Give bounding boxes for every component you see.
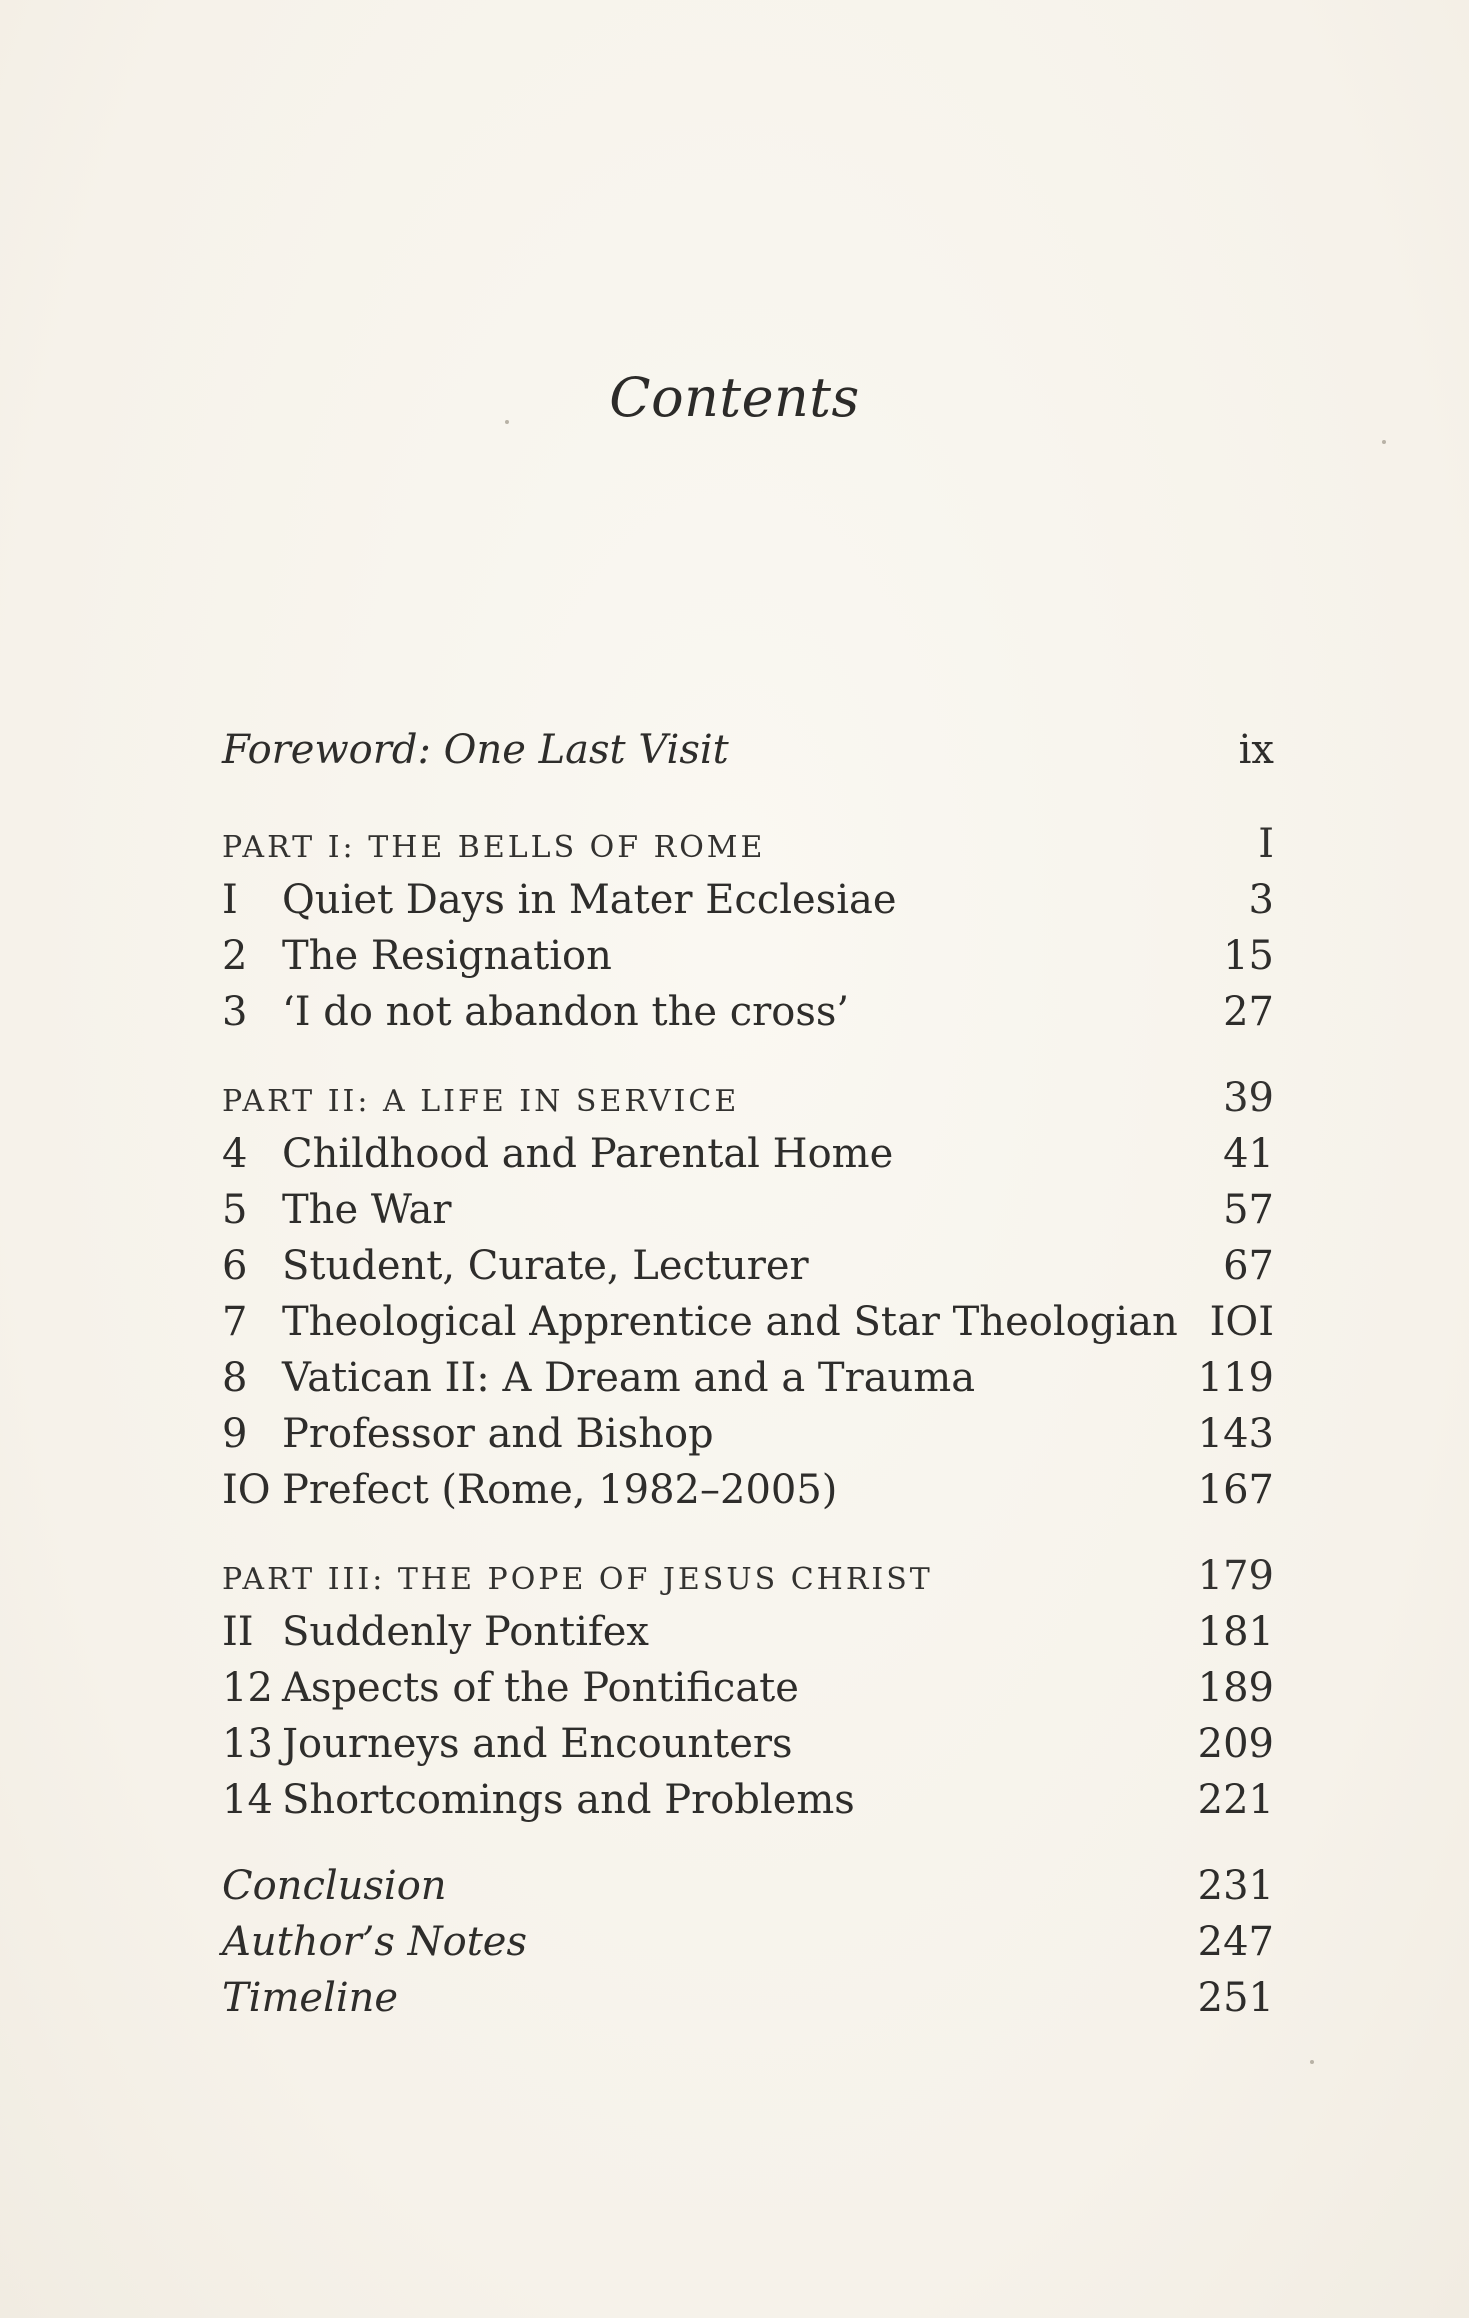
toc-entry-chapter[interactable] — [222, 1406, 1274, 1462]
toc-entry-foreword[interactable] — [222, 722, 1274, 778]
page-speck — [1310, 2060, 1314, 2064]
chapter-title: Vatican II: A Dream and a Trauma — [282, 1355, 976, 1401]
chapter-page: 143 — [1197, 1411, 1274, 1457]
toc-entry-back-matter[interactable] — [222, 1970, 1274, 2026]
foreword-page: ix — [1238, 727, 1274, 773]
chapter-title: ‘I do not abandon the cross’ — [282, 989, 850, 1035]
back-matter-page: 231 — [1197, 1863, 1274, 1909]
toc-entry-chapter[interactable] — [222, 1462, 1274, 1518]
page-speck — [1382, 440, 1386, 444]
page-title: Contents — [609, 366, 860, 429]
chapter-page: 119 — [1197, 1355, 1274, 1401]
toc-entry-chapter[interactable] — [222, 984, 1274, 1040]
toc-entry-chapter[interactable] — [222, 1238, 1274, 1294]
chapter-number: 5 — [222, 1187, 248, 1233]
chapter-number: IO — [222, 1467, 271, 1513]
toc-entry-chapter[interactable] — [222, 1126, 1274, 1182]
chapter-title: Shortcomings and Problems — [282, 1777, 855, 1823]
chapter-title: Professor and Bishop — [282, 1411, 714, 1457]
toc-entry-chapter[interactable] — [222, 1604, 1274, 1660]
chapter-number: II — [222, 1609, 254, 1655]
part-heading[interactable] — [222, 1548, 1274, 1604]
chapter-title: Quiet Days in Mater Ecclesiae — [282, 877, 897, 923]
toc-entry-chapter[interactable] — [222, 1772, 1274, 1828]
part-heading[interactable] — [222, 1070, 1274, 1126]
chapter-title: The War — [282, 1187, 452, 1233]
chapter-title: Theological Apprentice and Star Theologian — [282, 1299, 1178, 1345]
chapter-title: Suddenly Pontifex — [282, 1609, 649, 1655]
toc-entry-chapter[interactable] — [222, 1350, 1274, 1406]
toc-entry-chapter[interactable] — [222, 1660, 1274, 1716]
chapter-number: 4 — [222, 1131, 248, 1177]
chapter-page: IOI — [1209, 1299, 1274, 1345]
toc-entry-chapter[interactable] — [222, 1716, 1274, 1772]
part-page: I — [1258, 821, 1274, 867]
part-title: PART I: THE BELLS OF ROME — [222, 830, 766, 865]
back-matter-title: Conclusion — [222, 1863, 447, 1909]
chapter-number: 6 — [222, 1243, 248, 1289]
chapter-page: 221 — [1197, 1777, 1274, 1823]
chapter-page: 189 — [1197, 1665, 1274, 1711]
toc-entry-chapter[interactable] — [222, 1182, 1274, 1238]
chapter-page: 181 — [1197, 1609, 1274, 1655]
toc-entry-back-matter[interactable] — [222, 1914, 1274, 1970]
chapter-title: Student, Curate, Lecturer — [282, 1243, 809, 1289]
back-matter-page: 247 — [1197, 1919, 1274, 1965]
chapter-number: 12 — [222, 1665, 273, 1711]
chapter-page: 41 — [1223, 1131, 1274, 1177]
chapter-title: Aspects of the Pontificate — [282, 1665, 799, 1711]
chapter-title: Prefect (Rome, 1982–2005) — [282, 1467, 838, 1513]
chapter-page: 15 — [1223, 933, 1274, 979]
part-title: PART III: THE POPE OF JESUS CHRIST — [222, 1562, 933, 1597]
chapter-number: 7 — [222, 1299, 248, 1345]
toc-entry-chapter[interactable] — [222, 928, 1274, 984]
table-of-contents — [222, 722, 1274, 2026]
back-matter-title: Timeline — [222, 1975, 399, 2021]
part-page: 179 — [1197, 1553, 1274, 1599]
chapter-number: 13 — [222, 1721, 273, 1767]
back-matter-page: 251 — [1197, 1975, 1274, 2021]
chapter-page: 57 — [1223, 1187, 1274, 1233]
chapter-number: 3 — [222, 989, 248, 1035]
chapter-page: 209 — [1197, 1721, 1274, 1767]
part-heading[interactable] — [222, 816, 1274, 872]
foreword-title: Foreword: One Last Visit — [222, 727, 729, 773]
toc-entry-back-matter[interactable] — [222, 1858, 1274, 1914]
part-title: PART II: A LIFE IN SERVICE — [222, 1084, 740, 1119]
chapter-page: 3 — [1248, 877, 1274, 923]
chapter-number: 2 — [222, 933, 248, 979]
chapter-number: I — [222, 877, 238, 923]
chapter-number: 14 — [222, 1777, 273, 1823]
chapter-number: 8 — [222, 1355, 248, 1401]
part-page: 39 — [1223, 1075, 1274, 1121]
toc-entry-chapter[interactable] — [222, 872, 1274, 928]
back-matter-title: Author’s Notes — [222, 1919, 527, 1965]
chapter-title: Journeys and Encounters — [282, 1721, 793, 1767]
chapter-page: 27 — [1223, 989, 1274, 1035]
chapter-number: 9 — [222, 1411, 248, 1457]
chapter-page: 67 — [1223, 1243, 1274, 1289]
toc-entry-chapter[interactable] — [222, 1294, 1274, 1350]
chapter-page: 167 — [1197, 1467, 1274, 1513]
chapter-title: Childhood and Parental Home — [282, 1131, 894, 1177]
chapter-title: The Resignation — [282, 933, 612, 979]
